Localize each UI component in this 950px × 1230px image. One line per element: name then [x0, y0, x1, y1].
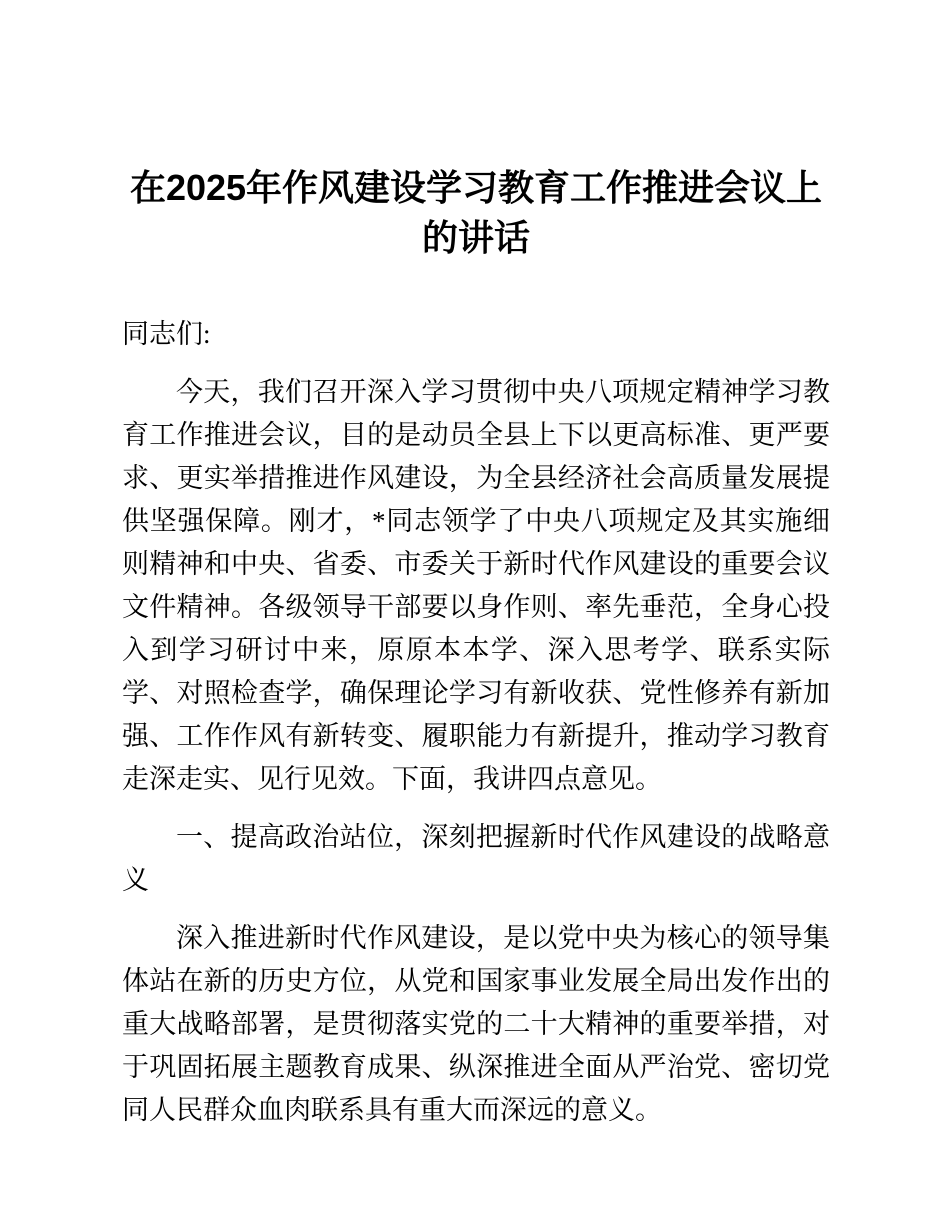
- body-paragraph-2: 深入推进新时代作风建设，是以党中央为核心的领导集体站在新的历史方位，从党和国家事业发展全局出发作出的重大战略部署，是贯彻落实党的二十大精神的重要举措，对于巩固拓展主题教育成果、纵深推进全面从严治党、密切党同人民群众血肉联系具有重大而深远的意义。: [122, 923, 830, 1125]
- section-heading-1: 一、提高政治站位，深刻把握新时代作风建设的战略意义: [122, 822, 830, 895]
- salutation-line: 同志们:: [122, 319, 211, 349]
- body-paragraph-1: 今天，我们召开深入学习贯彻中央八项规定精神学习教育工作推进会议，目的是动员全县上下以更高标准、更严要求、更实举措推进作风建设，为全县经济社会高质量发展提供坚强保障。刚才，*同志领学了中央八项规定及其实施细则精神和中央、省委、市委关于新时代作风建设的重要会议文件精神。各级领导干部要以身作则、率先垂范，全身心投入到学习研讨中来，原原本本学、深入思考学、联系实际学、对照检查学，确保理论学习有新收获、党性修养有新加强、工作作风有新转变、履职能力有新提升，推动学习教育走深走实、见行见效。下面，我讲四点意见。: [122, 377, 830, 794]
- document-title: 在2025年作风建设学习教育工作推进会议上的讲话: [129, 167, 823, 258]
